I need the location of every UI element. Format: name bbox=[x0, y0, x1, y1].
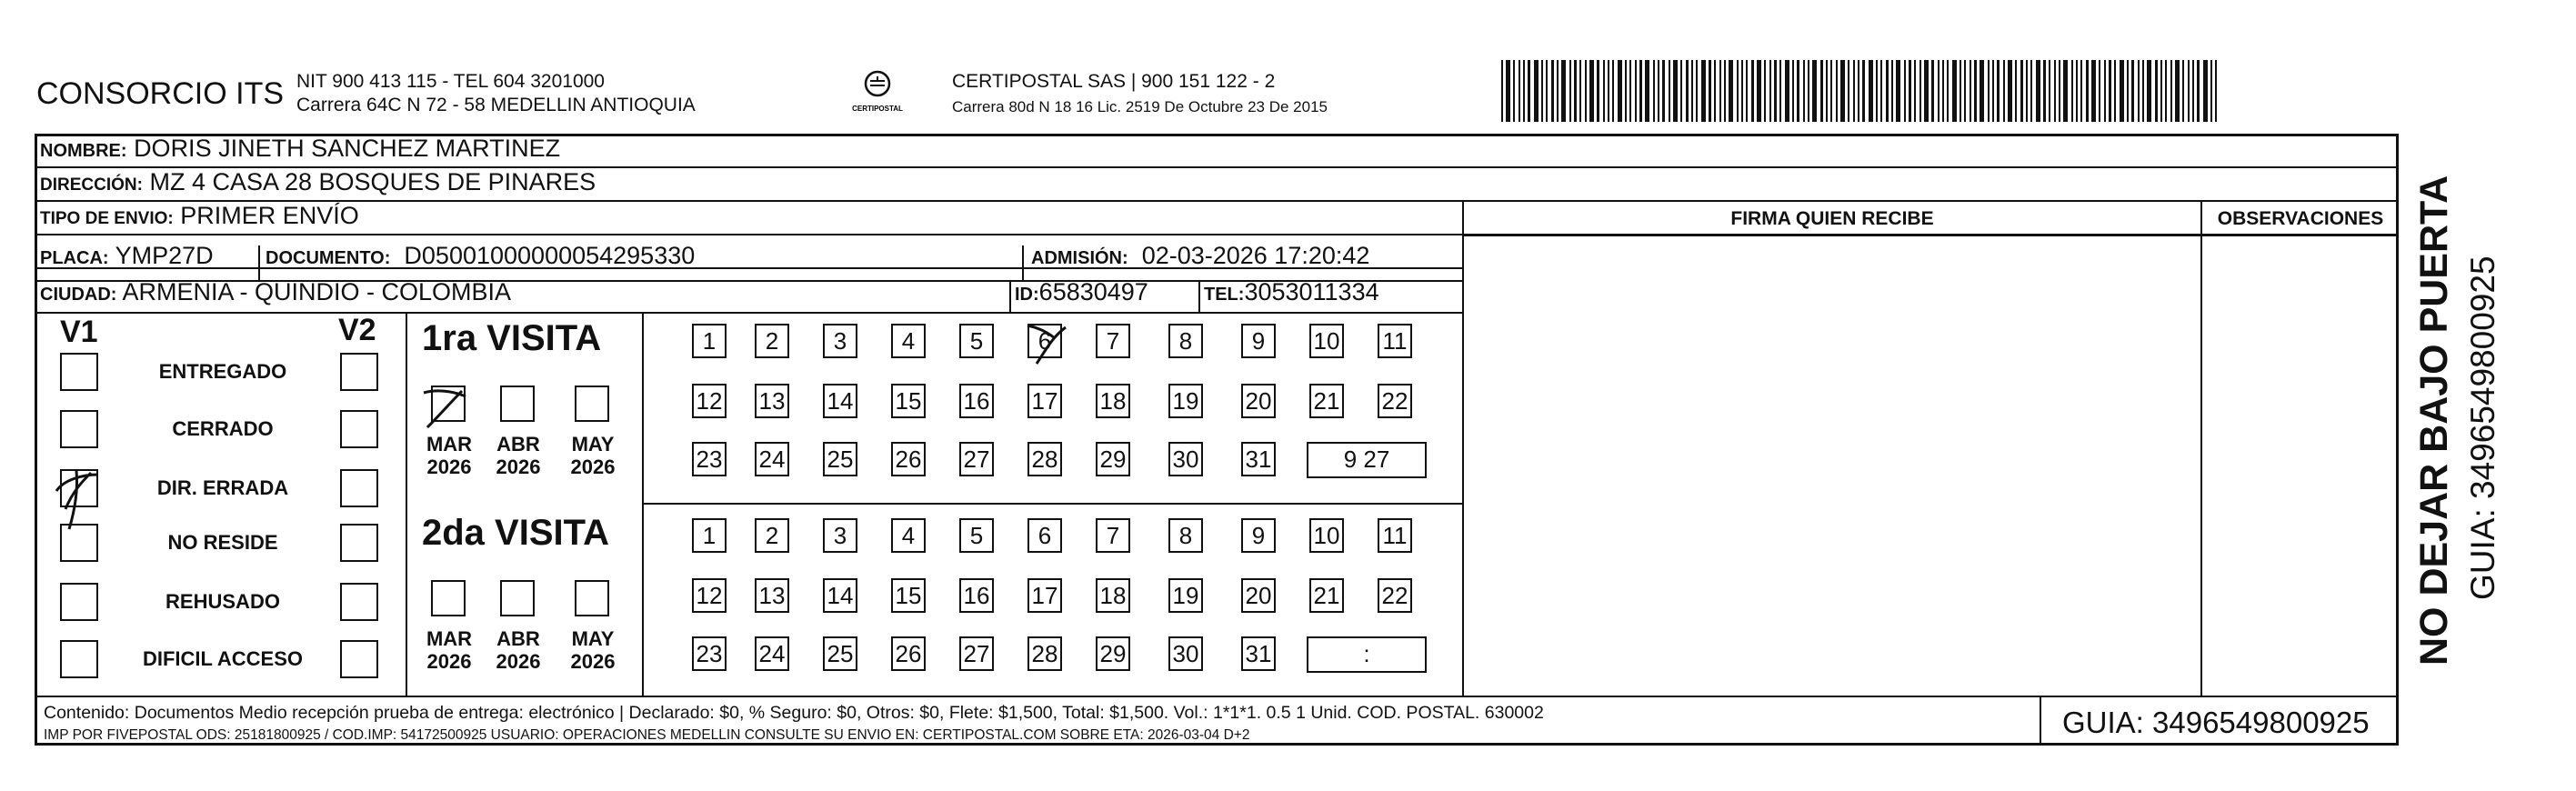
tel-value: 3053011334 bbox=[1244, 278, 1379, 305]
status-label: DIR. ERRADA bbox=[156, 476, 289, 499]
carrier-name: CERTIPOSTAL SAS | 900 151 122 - 2 bbox=[952, 71, 1276, 92]
day-box[interactable]: 3 bbox=[823, 324, 857, 358]
day-box[interactable]: 18 bbox=[1096, 384, 1130, 418]
day-box[interactable]: 25 bbox=[823, 442, 857, 476]
nombre-row: NOMBRE: DORIS JINETH SANCHEZ MARTINEZ bbox=[40, 135, 561, 162]
day-box[interactable]: 24 bbox=[755, 442, 789, 476]
visit-time-box[interactable]: : bbox=[1307, 636, 1427, 673]
day-box[interactable]: 3 bbox=[823, 518, 857, 553]
month-year: 2026 bbox=[496, 650, 541, 673]
day-box[interactable]: 21 bbox=[1309, 384, 1344, 418]
observaciones-header: OBSERVACIONES bbox=[2217, 208, 2384, 229]
day-box[interactable]: 9 bbox=[1241, 324, 1276, 358]
status-label: CERRADO bbox=[172, 417, 274, 440]
month-year: 2026 bbox=[570, 650, 616, 673]
month-year: 2026 bbox=[570, 456, 616, 478]
month-name: ABR bbox=[496, 627, 540, 650]
v1-header: V1 bbox=[60, 315, 98, 349]
check-day6-mark bbox=[1027, 325, 1066, 364]
v2-header: V2 bbox=[338, 313, 376, 347]
day-box[interactable]: 28 bbox=[1027, 442, 1062, 476]
day-box[interactable]: 18 bbox=[1096, 578, 1130, 613]
svg-text:CERTIPOSTAL: CERTIPOSTAL bbox=[852, 105, 903, 113]
nombre-value: DORIS JINETH SANCHEZ MARTINEZ bbox=[134, 135, 561, 162]
day-box[interactable]: 27 bbox=[959, 636, 994, 671]
check-mar-mark bbox=[424, 391, 466, 427]
day-box[interactable]: 26 bbox=[891, 636, 926, 671]
day-box[interactable]: 15 bbox=[891, 384, 926, 418]
day-box[interactable]: 21 bbox=[1309, 578, 1344, 613]
footer-content-line: Contenido: Documentos Medio recepción prueba de entrega: electrónico | Declarado: $0, % Seguro: $0, Otros: $0, Flete: $1,500, Total: $1,500. Vol.: 1*1*1. 0.5 1 Unid. COD. POSTAL. 630002 bbox=[44, 703, 1544, 723]
month-name: ABR bbox=[496, 433, 540, 456]
day-box[interactable]: 26 bbox=[891, 442, 926, 476]
day-box[interactable]: 9 bbox=[1241, 518, 1276, 553]
visit-title: 1ra VISITA bbox=[422, 318, 602, 358]
day-box[interactable]: 31 bbox=[1241, 636, 1276, 671]
day-box[interactable]: 10 bbox=[1309, 518, 1344, 553]
day-box[interactable]: 7 bbox=[1096, 518, 1130, 553]
id-value: 65830497 bbox=[1038, 278, 1148, 305]
day-box[interactable]: 15 bbox=[891, 578, 926, 613]
footer-print-line: IMP POR FIVEPOSTAL ODS: 25181800925 / COD.IMP: 54172500925 USUARIO: OPERACIONES MEDELLIN CONSULTE SU ENVIO EN: CERTIPOSTAL.COM SOBRE ETA: 2026-03-04 D+2 bbox=[44, 727, 1250, 743]
day-box[interactable]: 7 bbox=[1096, 324, 1130, 358]
company-address: Carrera 64C N 72 - 58 MEDELLIN ANTIOQUIA bbox=[296, 95, 696, 115]
id-field: ID:65830497 bbox=[1015, 278, 1148, 305]
day-box[interactable]: 16 bbox=[959, 578, 994, 613]
day-box[interactable]: 14 bbox=[823, 384, 857, 418]
admision-field: ADMISIÓN: 02-03-2026 17:20:42 bbox=[1031, 242, 1370, 269]
day-box[interactable]: 30 bbox=[1168, 636, 1203, 671]
day-box[interactable]: 1 bbox=[692, 518, 727, 553]
day-box[interactable]: 12 bbox=[692, 578, 727, 613]
month-year: 2026 bbox=[426, 456, 472, 478]
day-box[interactable]: 29 bbox=[1096, 636, 1130, 671]
day-box[interactable]: 4 bbox=[891, 324, 926, 358]
day-box[interactable]: 24 bbox=[755, 636, 789, 671]
footer-guia: GUIA: 3496549800925 bbox=[2062, 706, 2370, 739]
day-box[interactable]: 13 bbox=[755, 384, 789, 418]
day-box[interactable]: 5 bbox=[959, 324, 994, 358]
day-box[interactable]: 2 bbox=[755, 324, 789, 358]
day-box[interactable]: 27 bbox=[959, 442, 994, 476]
side-guia: GUIA: 3496549800925 bbox=[2464, 255, 2501, 600]
visit-time-box[interactable]: 9 27 bbox=[1307, 442, 1427, 478]
day-box[interactable]: 29 bbox=[1096, 442, 1130, 476]
month-name: MAR bbox=[426, 433, 473, 456]
tipo-envio-value: PRIMER ENVÍO bbox=[180, 202, 359, 229]
day-box[interactable]: 5 bbox=[959, 518, 994, 553]
placa-field: PLACA: YMP27D bbox=[40, 242, 214, 269]
day-box[interactable]: 11 bbox=[1378, 518, 1412, 553]
ciudad-field: CIUDAD: ARMENIA - QUINDIO - COLOMBIA bbox=[40, 278, 511, 305]
month-name: MAY bbox=[571, 627, 615, 650]
admision-value: 02-03-2026 17:20:42 bbox=[1141, 242, 1370, 269]
day-box[interactable]: 16 bbox=[959, 384, 994, 418]
day-box[interactable]: 19 bbox=[1168, 384, 1203, 418]
day-box[interactable]: 13 bbox=[755, 578, 789, 613]
day-box[interactable]: 20 bbox=[1241, 384, 1276, 418]
day-box[interactable]: 25 bbox=[823, 636, 857, 671]
day-box[interactable]: 22 bbox=[1378, 578, 1412, 613]
day-box[interactable]: 31 bbox=[1241, 442, 1276, 476]
carrier-address: Carrera 80d N 18 16 Lic. 2519 De Octubre 23 De 2015 bbox=[952, 98, 1328, 115]
day-box[interactable]: 8 bbox=[1168, 324, 1203, 358]
day-box[interactable]: 30 bbox=[1168, 442, 1203, 476]
status-label: ENTREGADO bbox=[158, 360, 287, 383]
month-name: MAR bbox=[426, 627, 473, 650]
day-box[interactable]: 14 bbox=[823, 578, 857, 613]
day-box[interactable]: 20 bbox=[1241, 578, 1276, 613]
company-name: CONSORCIO ITS bbox=[36, 76, 285, 111]
day-box[interactable]: 1 bbox=[692, 324, 727, 358]
ciudad-value: ARMENIA - QUINDIO - COLOMBIA bbox=[122, 278, 511, 305]
month-name: MAY bbox=[571, 433, 615, 456]
status-label: DIFICIL ACCESO bbox=[142, 647, 303, 670]
day-box[interactable]: 6 bbox=[1027, 324, 1062, 358]
day-box[interactable]: 23 bbox=[692, 442, 727, 476]
day-box[interactable]: 17 bbox=[1027, 578, 1062, 613]
day-box[interactable]: 8 bbox=[1168, 518, 1203, 553]
day-box[interactable]: 11 bbox=[1378, 324, 1412, 358]
day-box[interactable]: 28 bbox=[1027, 636, 1062, 671]
documento-value: D05001000000054295330 bbox=[404, 242, 696, 269]
day-box[interactable]: 2 bbox=[755, 518, 789, 553]
direccion-row: DIRECCIÓN: MZ 4 CASA 28 BOSQUES DE PINARES bbox=[40, 168, 596, 195]
check-dir-errada-mark bbox=[56, 471, 98, 529]
documento-field: DOCUMENTO: D05001000000054295330 bbox=[266, 242, 696, 269]
tel-field: TEL:3053011334 bbox=[1204, 278, 1379, 305]
month-year: 2026 bbox=[496, 456, 541, 478]
day-box[interactable]: 22 bbox=[1378, 384, 1412, 418]
side-warning: NO DEJAR BAJO PUERTA bbox=[2412, 175, 2456, 666]
placa-value: YMP27D bbox=[115, 242, 214, 269]
day-box[interactable]: 23 bbox=[692, 636, 727, 671]
day-box[interactable]: 10 bbox=[1309, 324, 1344, 358]
direccion-value: MZ 4 CASA 28 BOSQUES DE PINARES bbox=[149, 168, 596, 195]
month-year: 2026 bbox=[426, 650, 472, 673]
firma-header: FIRMA QUIEN RECIBE bbox=[1730, 208, 1934, 229]
day-box[interactable]: 4 bbox=[891, 518, 926, 553]
status-label: REHUSADO bbox=[165, 590, 280, 613]
day-box[interactable]: 12 bbox=[692, 384, 727, 418]
day-box[interactable]: 17 bbox=[1027, 384, 1062, 418]
visit-title: 2da VISITA bbox=[422, 513, 609, 553]
tipo-envio-row: TIPO DE ENVIO: PRIMER ENVÍO bbox=[40, 202, 359, 229]
day-box[interactable]: 19 bbox=[1168, 578, 1203, 613]
day-box[interactable]: 6 bbox=[1027, 518, 1062, 553]
status-label: NO RESIDE bbox=[167, 531, 278, 554]
company-nit-tel: NIT 900 413 115 - TEL 604 3201000 bbox=[296, 71, 605, 92]
